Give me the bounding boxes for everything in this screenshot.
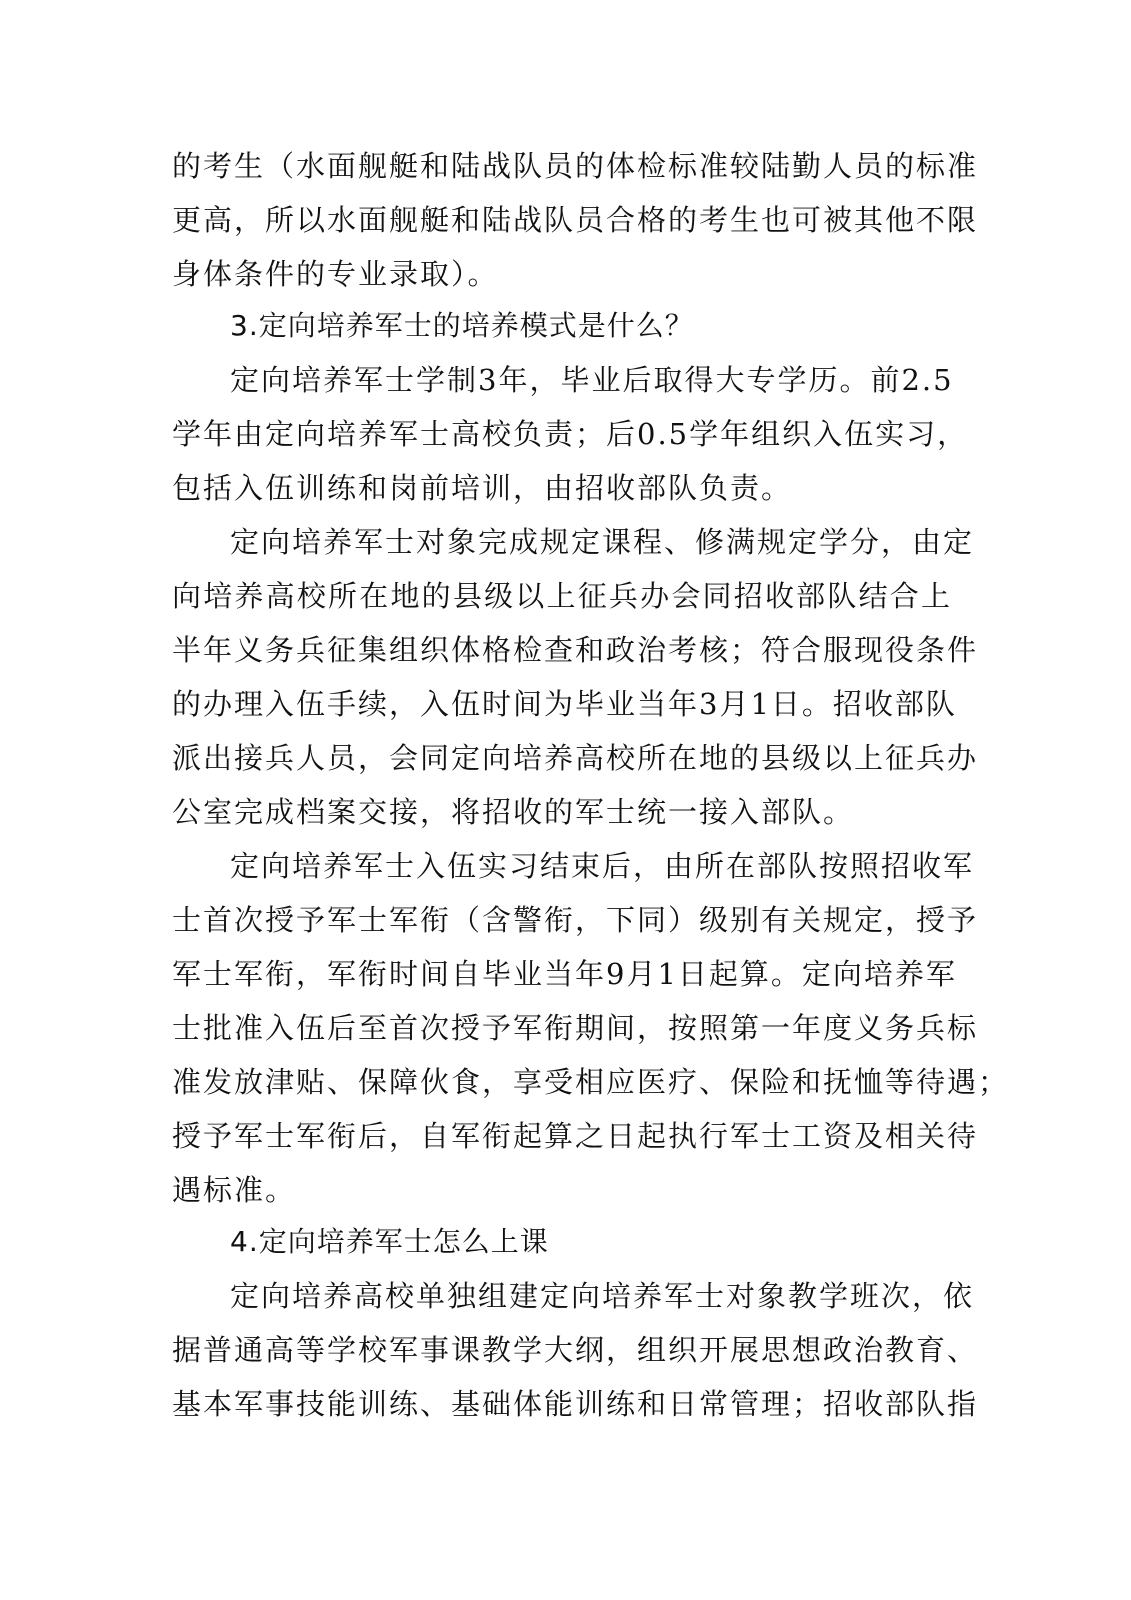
paragraph-line: 身体条件的专业录取）。: [172, 257, 499, 291]
paragraph-line: 定向培养军士入伍实习结束后，由所在部队按照招收军: [230, 849, 975, 883]
paragraph-line: 定向培养高校单独组建定向培养军士对象教学班次，依: [230, 1279, 975, 1313]
section-heading-3: 3.定向培养军士的培养模式是什么？: [230, 309, 694, 342]
paragraph-line: 学年由定向培养军士高校负责；后0.5学年组织入伍实习，: [172, 417, 969, 451]
paragraph-line: 定向培养军士对象完成规定课程、修满规定学分，由定: [230, 525, 975, 559]
paragraph-line: 定向培养军士学制3年，毕业后取得大专学历。前2.5: [230, 363, 954, 397]
paragraph-line: 更高，所以水面舰艇和陆战队员合格的考生也可被其他不限: [172, 203, 979, 237]
paragraph-line: 遇标准。: [172, 1173, 297, 1207]
paragraph-line: 公室完成档案交接，将招收的军士统一接入部队。: [172, 795, 855, 829]
paragraph-line: 据普通高等学校军事课教学大纲，组织开展思想政治教育、: [172, 1333, 979, 1367]
paragraph-line: 的办理入伍手续，入伍时间为毕业当年3月1日。招收部队: [172, 687, 957, 721]
paragraph-line: 军士军衔，军衔时间自毕业当年9月1日起算。定向培养军: [172, 957, 957, 991]
paragraph-line: 准发放津贴、保障伙食，享受相应医疗、保险和抚恤等待遇；: [172, 1065, 1010, 1099]
paragraph-line: 授予军士军衔后，自军衔起算之日起执行军士工资及相关待: [172, 1119, 979, 1153]
paragraph-line: 派出接兵人员，会同定向培养高校所在地的县级以上征兵办: [172, 741, 979, 775]
paragraph-line: 基本军事技能训练、基础体能训练和日常管理；招收部队指: [172, 1387, 979, 1421]
paragraph-line: 向培养高校所在地的县级以上征兵办会同招收部队结合上: [172, 579, 952, 613]
paragraph-line: 士首次授予军士军衔（含警衔，下同）级别有关规定，授予: [172, 903, 979, 937]
paragraph-line: 的考生（水面舰艇和陆战队员的体检标准较陆勤人员的标准: [172, 149, 979, 183]
section-heading-4: 4.定向培养军士怎么上课: [230, 1225, 549, 1258]
paragraph-line: 包括入伍训练和岗前培训，由招收部队负责。: [172, 471, 793, 505]
paragraph-line: 半年义务兵征集组织体格检查和政治考核；符合服现役条件: [172, 633, 979, 667]
paragraph-line: 士批准入伍后至首次授予军衔期间，按照第一年度义务兵标: [172, 1011, 979, 1045]
